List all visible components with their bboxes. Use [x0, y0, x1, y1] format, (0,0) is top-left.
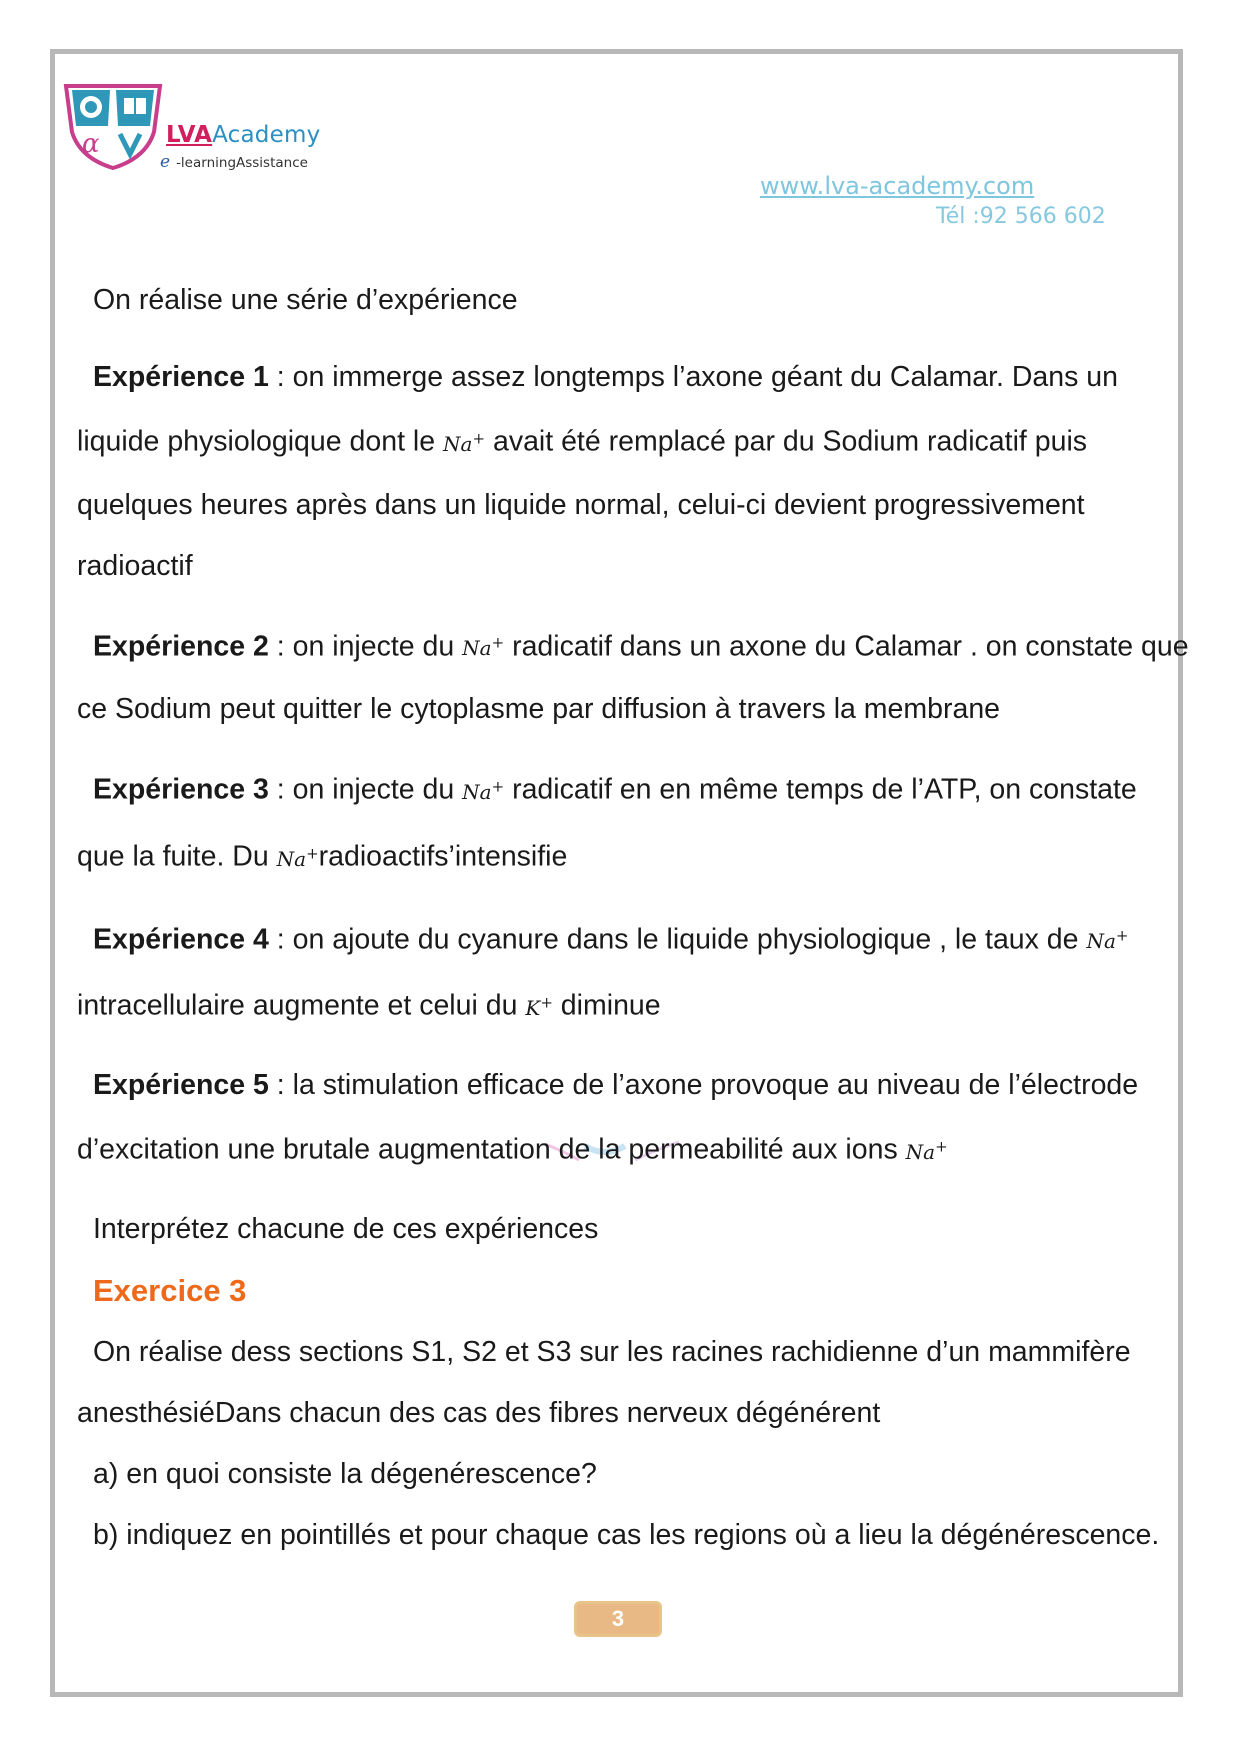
sodium-ion: Na+ [1086, 926, 1129, 954]
experience-1-title: Expérience 1 [93, 361, 269, 393]
sodium-ion: Na+ [462, 777, 505, 804]
exercise-heading: Exercice 3 [93, 1272, 247, 1308]
tagline [160, 152, 308, 172]
sodium-ion: Na+ [905, 1136, 948, 1164]
potassium-ion: K+ [525, 993, 553, 1020]
experience-5-text: : la stimulation efficace de l’axone provoque au niveau de l’électrode d’excitation une brutale augmentation de la permeabilité aux ions [77, 1068, 1139, 1166]
experience-1 [77, 347, 1189, 597]
experience-4-text-c: diminue [552, 989, 661, 1022]
experience-4-text-b: intracellulaire augmente et celui du [77, 989, 526, 1022]
tagline-e: e [160, 152, 171, 172]
intro-text: On réalise une série d’expérience [93, 284, 518, 316]
lva-academy-logo [58, 80, 171, 172]
experience-2-text-a: : on injecte du [268, 630, 463, 663]
experience-4 [77, 906, 1189, 1039]
brand-name [166, 122, 320, 148]
experience-3-text-b: radicatif en en même temps de l’ATP, on constate que la fuite. Du [77, 773, 1137, 873]
question-a: a) en quoi consiste la dégenérescence? [93, 1457, 597, 1490]
exercise-text [77, 1322, 1189, 1444]
experience-5-title: Expérience 5 [93, 1068, 269, 1101]
experience-2-title: Expérience 2 [93, 630, 269, 663]
exercise-text-body: On réalise dess sections S1, S2 et S3 sur les racines rachidienne d’un mammifère anesthésiéDans chacun des cas des fibres nerveux dégénérent [77, 1335, 1131, 1429]
experience-1-text-b: avait été remplacé par du Sodium radicatif puis quelques heures après dans un liquide normal, celui-ci devient progressivement radioactif [77, 425, 1088, 582]
experience-3 [77, 756, 1189, 889]
experience-3-text-c: radioactifs’intensifie [318, 840, 568, 873]
experience-5 [77, 1055, 1189, 1183]
question-b [77, 1505, 1189, 1566]
experience-4-text-a: : on ajoute du cyanure dans le liquide physiologique , le taux de [268, 923, 1087, 956]
experience-3-title: Expérience 3 [93, 773, 269, 806]
document-body [77, 270, 1189, 1566]
instruction-text: Interprétez chacune de ces expériences [93, 1212, 599, 1245]
brand-name-rest: Academy [212, 122, 321, 148]
website-link[interactable]: www.lva-academy.com [760, 172, 1035, 200]
sodium-ion: Na+ [276, 843, 319, 871]
page-number-badge: 3 [574, 1601, 662, 1637]
phone-number: Tél :92 566 602 [936, 204, 1106, 229]
svg-text:α: α [82, 129, 100, 159]
sodium-ion: Na+ [443, 429, 486, 456]
sodium-ion: Na+ [462, 633, 505, 661]
experience-1-text-a: : on immerge assez longtemps l’axone géant du Calamar. Dans un liquide physiologique dont le [77, 361, 1118, 458]
experience-3-text-a: : on injecte du [268, 773, 463, 806]
tagline-text: -learningAssistance [176, 155, 308, 171]
experience-2 [77, 613, 1189, 741]
experience-4-title: Expérience 4 [93, 923, 269, 956]
question-b-body: b) indiquez en pointillés et pour chaque cas les regions où a lieu la dégénérescence. [93, 1518, 1160, 1551]
brand-name-bold: LVA [166, 122, 213, 148]
experience-2-text-b: radicatif dans un axone du Calamar . on constate que ce Sodium peut quitter le cytoplasme par diffusion à travers la membrane [77, 630, 1189, 726]
